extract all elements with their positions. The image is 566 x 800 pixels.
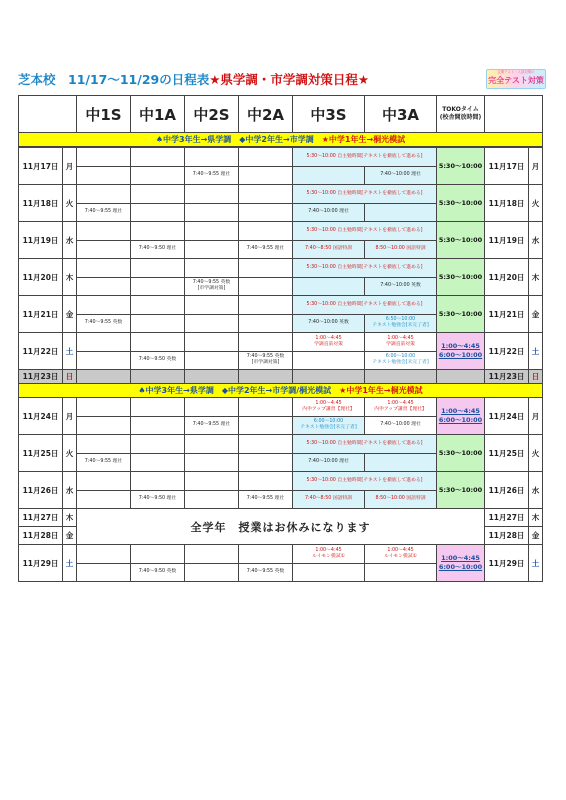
date-cell: 11月18日 <box>485 185 529 222</box>
class-cell <box>77 351 131 370</box>
date-cell: 11月20日 <box>485 259 529 296</box>
toko-cell: 5:30〜10:00 <box>437 472 485 509</box>
class-cell: 7:40〜9:55 英数 [市学調対策] <box>185 277 239 296</box>
class-cell <box>365 203 437 222</box>
date-cell: 11月19日 <box>485 222 529 259</box>
page-title: 芝本校 11/17〜11/29の日程表★県学調・市学調対策日程★ <box>18 72 370 87</box>
class-cell <box>185 351 239 370</box>
jishu-cell: 5:30〜10:00 自主勉時間[テキストを徹底して進める] <box>293 222 437 241</box>
logo: 定期テスト・入試対策の 完全テスト対策 <box>486 69 546 89</box>
header-toko: TOKOタイム (校舎開放時間) <box>437 96 485 133</box>
class-cell <box>77 398 131 417</box>
class-cell: 7:40〜9:50 英数 <box>131 563 185 582</box>
class-cell: 7:40〜10:00 理社 <box>365 166 437 185</box>
date-cell: 11月17日 <box>19 148 63 185</box>
class-cell: 7:40〜10:00 英数 <box>365 277 437 296</box>
date-cell: 11月17日 <box>485 148 529 185</box>
day-cell: 日 <box>529 370 543 384</box>
class-cell <box>131 185 185 204</box>
class-cell <box>185 148 239 167</box>
class-cell <box>131 259 185 278</box>
class-cell <box>77 148 131 167</box>
class-cell <box>131 545 185 564</box>
class-cell: 1:00〜4:45 学調直前対策 <box>365 333 437 352</box>
date-cell: 11月22日 <box>19 333 63 370</box>
class-cell <box>185 185 239 204</box>
class-cell <box>239 398 293 417</box>
day-cell: 火 <box>63 435 77 472</box>
class-cell <box>77 222 131 241</box>
class-cell <box>131 398 185 417</box>
class-cell <box>131 296 185 315</box>
class-cell <box>185 203 239 222</box>
jishu-cell: 5:30〜10:00 自主勉時間[テキストを徹底して進める] <box>293 148 437 167</box>
table-row <box>19 296 543 315</box>
header-blank <box>19 96 77 133</box>
exam-band: ♠中学3年生→県学調 ◆中学2年生→市学調 ★中学1年生→桐光模試 <box>19 133 543 147</box>
holiday-message: 全学年 授業はお休みになります <box>77 509 485 545</box>
class-cell <box>293 277 365 296</box>
class-cell: 1:00〜4:45 内申アップ講習【理社】 <box>365 398 437 417</box>
class-cell <box>239 416 293 435</box>
class-cell <box>239 435 293 454</box>
table-cell <box>185 370 239 384</box>
class-cell <box>185 490 239 509</box>
day-cell: 水 <box>529 472 543 509</box>
schedule-table <box>18 95 543 582</box>
class-cell <box>239 472 293 491</box>
class-cell <box>77 296 131 315</box>
class-cell <box>185 296 239 315</box>
class-cell <box>185 435 239 454</box>
date-cell: 11月22日 <box>485 333 529 370</box>
date-cell: 11月18日 <box>19 185 63 222</box>
header-grade: 中2S <box>185 96 239 133</box>
date-cell: 11月29日 <box>19 545 63 582</box>
day-cell: 火 <box>529 435 543 472</box>
class-cell <box>131 148 185 167</box>
class-cell <box>239 185 293 204</box>
day-cell: 木 <box>529 259 543 296</box>
toko-cell: 5:30〜10:00 <box>437 185 485 222</box>
class-cell: 7:40〜9:50 理社 <box>131 240 185 259</box>
class-cell: 7:40〜9:50 英数 <box>131 351 185 370</box>
class-cell <box>185 259 239 278</box>
class-cell <box>131 222 185 241</box>
header-grade: 中1S <box>77 96 131 133</box>
table-row <box>19 148 543 167</box>
table-row <box>19 545 543 564</box>
day-cell: 水 <box>63 222 77 259</box>
class-cell <box>131 416 185 435</box>
date-cell: 11月25日 <box>485 435 529 472</box>
day-cell: 土 <box>529 545 543 582</box>
class-cell: 1:00〜4:45 学調直前対策 <box>293 333 365 352</box>
table-row <box>19 222 543 241</box>
day-cell: 金 <box>529 296 543 333</box>
date-cell: 11月21日 <box>19 296 63 333</box>
class-cell: 7:40〜9:55 理社 <box>185 416 239 435</box>
schedule-body <box>18 147 543 582</box>
header-row <box>19 96 543 133</box>
header-grade: 中1A <box>131 96 185 133</box>
jishu-cell: 5:30〜10:00 自主勉時間[テキストを徹底して進める] <box>293 435 437 454</box>
class-cell <box>77 490 131 509</box>
class-cell <box>293 166 365 185</box>
class-cell <box>239 259 293 278</box>
day-cell: 水 <box>63 472 77 509</box>
class-cell: 7:40〜10:00 英数 <box>293 314 365 333</box>
class-cell <box>131 435 185 454</box>
toko-cell: 5:30〜10:00 <box>437 259 485 296</box>
day-cell: 日 <box>63 370 77 384</box>
class-cell: 1:00〜4:45 ルイモン模試① <box>293 545 365 564</box>
table-cell <box>239 370 293 384</box>
class-cell <box>131 453 185 472</box>
class-cell: 8:50〜10:00 国語特訓 <box>365 240 437 259</box>
date-cell: 11月27日 <box>485 509 529 527</box>
date-cell: 11月21日 <box>485 296 529 333</box>
class-cell <box>239 222 293 241</box>
class-cell <box>77 435 131 454</box>
class-cell <box>185 563 239 582</box>
date-cell: 11月24日 <box>19 398 63 435</box>
class-cell: 7:40〜9:55 理社 <box>239 240 293 259</box>
class-cell: 1:00〜4:45 内申アップ講習【理社】 <box>293 398 365 417</box>
class-cell <box>185 333 239 352</box>
day-cell: 水 <box>529 222 543 259</box>
date-cell: 11月26日 <box>485 472 529 509</box>
toko-cell: 5:30〜10:00 <box>437 148 485 185</box>
class-cell <box>77 185 131 204</box>
class-cell: 7:40〜9:55 英数 <box>77 314 131 333</box>
class-cell <box>131 166 185 185</box>
header-grade: 中3S <box>293 96 365 133</box>
class-cell <box>77 416 131 435</box>
date-cell: 11月20日 <box>19 259 63 296</box>
table-row <box>19 185 543 204</box>
date-cell: 11月26日 <box>19 472 63 509</box>
class-cell <box>77 333 131 352</box>
toko-cell: 5:30〜10:00 <box>437 435 485 472</box>
date-cell: 11月23日 <box>19 370 63 384</box>
day-cell: 金 <box>529 527 543 545</box>
date-cell: 11月28日 <box>485 527 529 545</box>
class-cell <box>77 277 131 296</box>
class-cell <box>77 472 131 491</box>
day-cell: 月 <box>529 398 543 435</box>
class-cell <box>131 333 185 352</box>
table-row <box>19 370 543 384</box>
class-cell: 7:40〜10:00 理社 <box>293 453 365 472</box>
class-cell <box>239 333 293 352</box>
day-cell: 土 <box>63 333 77 370</box>
class-cell <box>239 166 293 185</box>
class-cell: 7:40〜9:55 理社 <box>77 453 131 472</box>
class-cell <box>131 314 185 333</box>
table-row <box>19 509 543 527</box>
day-cell: 月 <box>529 148 543 185</box>
date-cell: 11月24日 <box>485 398 529 435</box>
date-cell: 11月23日 <box>485 370 529 384</box>
class-cell: 6:00〜10:00 テキスト勉強会[未完了者] <box>365 351 437 370</box>
class-cell: 7:40〜10:00 理社 <box>293 203 365 222</box>
class-cell: 7:40〜9:55 英数 [市学調対策] <box>239 351 293 370</box>
date-cell: 11月27日 <box>19 509 63 527</box>
date-cell: 11月25日 <box>19 435 63 472</box>
class-cell: 6:50〜10:00 テキスト勉強会[未完了者] <box>365 314 437 333</box>
date-cell: 11月29日 <box>485 545 529 582</box>
class-cell <box>185 472 239 491</box>
day-cell: 木 <box>529 509 543 527</box>
day-cell: 月 <box>63 148 77 185</box>
class-cell <box>185 314 239 333</box>
class-cell <box>293 351 365 370</box>
class-cell <box>239 296 293 315</box>
class-cell <box>185 453 239 472</box>
header-grade: 中2A <box>239 96 293 133</box>
toko-cell: 1:00〜4:45 6:00〜10:00 <box>437 333 485 370</box>
toko-cell: 5:30〜10:00 <box>437 296 485 333</box>
exam-band: ♠中学3年生→県学調 ◆中学2年生→市学調/桐光模試 ★中学1年生→桐光模試 <box>19 384 543 398</box>
class-cell: 7:40〜8:50 国語特訓 <box>293 490 365 509</box>
toko-cell: 1:00〜4:45 6:00〜10:00 <box>437 398 485 435</box>
class-cell <box>239 453 293 472</box>
class-cell <box>239 203 293 222</box>
day-cell: 土 <box>529 333 543 370</box>
class-cell: 7:40〜10:00 理社 <box>365 416 437 435</box>
table-cell <box>77 370 131 384</box>
class-cell <box>131 472 185 491</box>
table-row <box>19 435 543 454</box>
day-cell: 木 <box>63 509 77 527</box>
class-cell: 7:40〜9:50 理社 <box>131 490 185 509</box>
class-cell <box>365 563 437 582</box>
date-cell: 11月19日 <box>19 222 63 259</box>
class-cell <box>185 222 239 241</box>
class-cell: 1:00〜4:45 ルイモン模試① <box>365 545 437 564</box>
jishu-cell: 5:30〜10:00 自主勉時間[テキストを徹底して進める] <box>293 296 437 315</box>
class-cell <box>77 240 131 259</box>
class-cell: 6:00〜10:00 テキスト勉強会[未完了者] <box>293 416 365 435</box>
class-cell: 8:50〜10:00 国語特訓 <box>365 490 437 509</box>
day-cell: 金 <box>63 296 77 333</box>
table-cell <box>437 370 485 384</box>
class-cell <box>293 563 365 582</box>
class-cell: 7:40〜9:55 理社 <box>185 166 239 185</box>
day-cell: 月 <box>63 398 77 435</box>
day-cell: 火 <box>529 185 543 222</box>
class-cell <box>239 148 293 167</box>
class-cell <box>185 545 239 564</box>
class-cell <box>77 545 131 564</box>
table-row <box>19 333 543 352</box>
class-cell <box>131 203 185 222</box>
date-cell: 11月28日 <box>19 527 63 545</box>
header-grade: 中3A <box>365 96 437 133</box>
class-cell <box>77 563 131 582</box>
jishu-cell: 5:30〜10:00 自主勉時間[テキストを徹底して進める] <box>293 185 437 204</box>
table-cell <box>293 370 365 384</box>
table-cell <box>365 370 437 384</box>
class-cell <box>185 398 239 417</box>
class-cell <box>365 453 437 472</box>
table-row <box>19 398 543 417</box>
header-blank <box>485 96 543 133</box>
toko-cell: 5:30〜10:00 <box>437 222 485 259</box>
class-cell: 7:40〜8:50 国語特訓 <box>293 240 365 259</box>
table-row <box>19 472 543 491</box>
class-cell: 7:40〜9:55 理社 <box>239 490 293 509</box>
day-cell: 火 <box>63 185 77 222</box>
table-cell <box>131 370 185 384</box>
class-cell <box>239 314 293 333</box>
class-cell <box>77 166 131 185</box>
class-cell <box>239 545 293 564</box>
toko-cell: 1:00〜4:45 6:00〜10:00 <box>437 545 485 582</box>
table-row <box>19 259 543 278</box>
jishu-cell: 5:30〜10:00 自主勉時間[テキストを徹底して進める] <box>293 472 437 491</box>
day-cell: 木 <box>63 259 77 296</box>
day-cell: 金 <box>63 527 77 545</box>
class-cell: 7:40〜9:55 英数 <box>239 563 293 582</box>
class-cell <box>185 240 239 259</box>
day-cell: 土 <box>63 545 77 582</box>
class-cell <box>239 277 293 296</box>
class-cell <box>131 277 185 296</box>
jishu-cell: 5:30〜10:00 自主勉時間[テキストを徹底して進める] <box>293 259 437 278</box>
class-cell: 7:40〜9:55 理社 <box>77 203 131 222</box>
class-cell <box>77 259 131 278</box>
